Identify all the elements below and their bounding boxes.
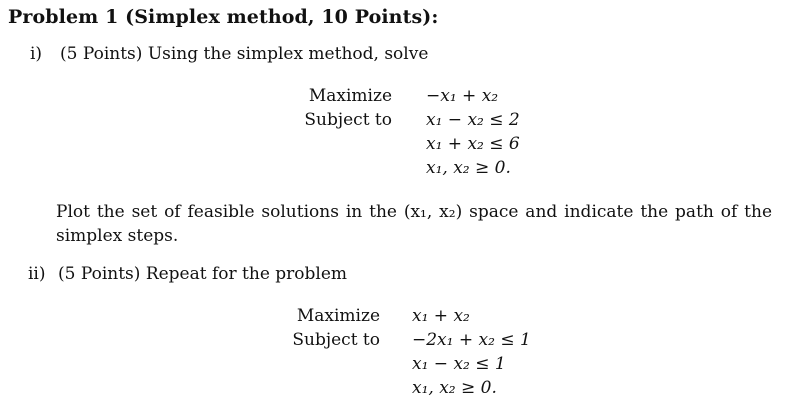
part-i-heading xyxy=(30,44,428,64)
lp1-constraint-2: x₁ + x₂ ≤ 6 xyxy=(426,134,520,154)
lp1-expressions xyxy=(426,86,626,186)
lp1-constraint-1: x₁ − x₂ ≤ 2 xyxy=(426,110,520,130)
lp2-expressions xyxy=(412,306,632,406)
lp2-constraint-2: x₁ − x₂ ≤ 1 xyxy=(412,354,506,374)
part-ii-text: (5 Points) Repeat for the problem xyxy=(58,264,348,284)
lp2-labels xyxy=(272,306,380,366)
lp2-constraint-1: −2x₁ + x₂ ≤ 1 xyxy=(412,330,531,350)
problem-title: Problem 1 (Simplex method, 10 Points): xyxy=(8,6,439,28)
part-i-text: (5 Points) Using the simplex method, solve xyxy=(60,44,429,64)
lp1-subject-label: Subject to xyxy=(304,110,392,130)
lp1-labels xyxy=(290,86,392,146)
part-i-marker: i) xyxy=(30,44,43,64)
plot-instruction: Plot the set of feasible solutions in the (x₁, x₂) space and indicate the path of the simplex steps. xyxy=(56,202,772,246)
lp2-subject-label: Subject to xyxy=(292,330,380,350)
lp2-objective: x₁ + x₂ xyxy=(412,306,470,326)
lp2-constraint-3: x₁, x₂ ≥ 0. xyxy=(412,378,497,398)
lp2-maximize-label: Maximize xyxy=(296,306,380,326)
part-ii-marker: ii) xyxy=(28,264,46,284)
lp1-objective: −x₁ + x₂ xyxy=(426,86,499,106)
part-ii-heading xyxy=(28,264,347,284)
lp1-constraint-3: x₁, x₂ ≥ 0. xyxy=(426,158,511,178)
lp1-maximize-label: Maximize xyxy=(308,86,392,106)
